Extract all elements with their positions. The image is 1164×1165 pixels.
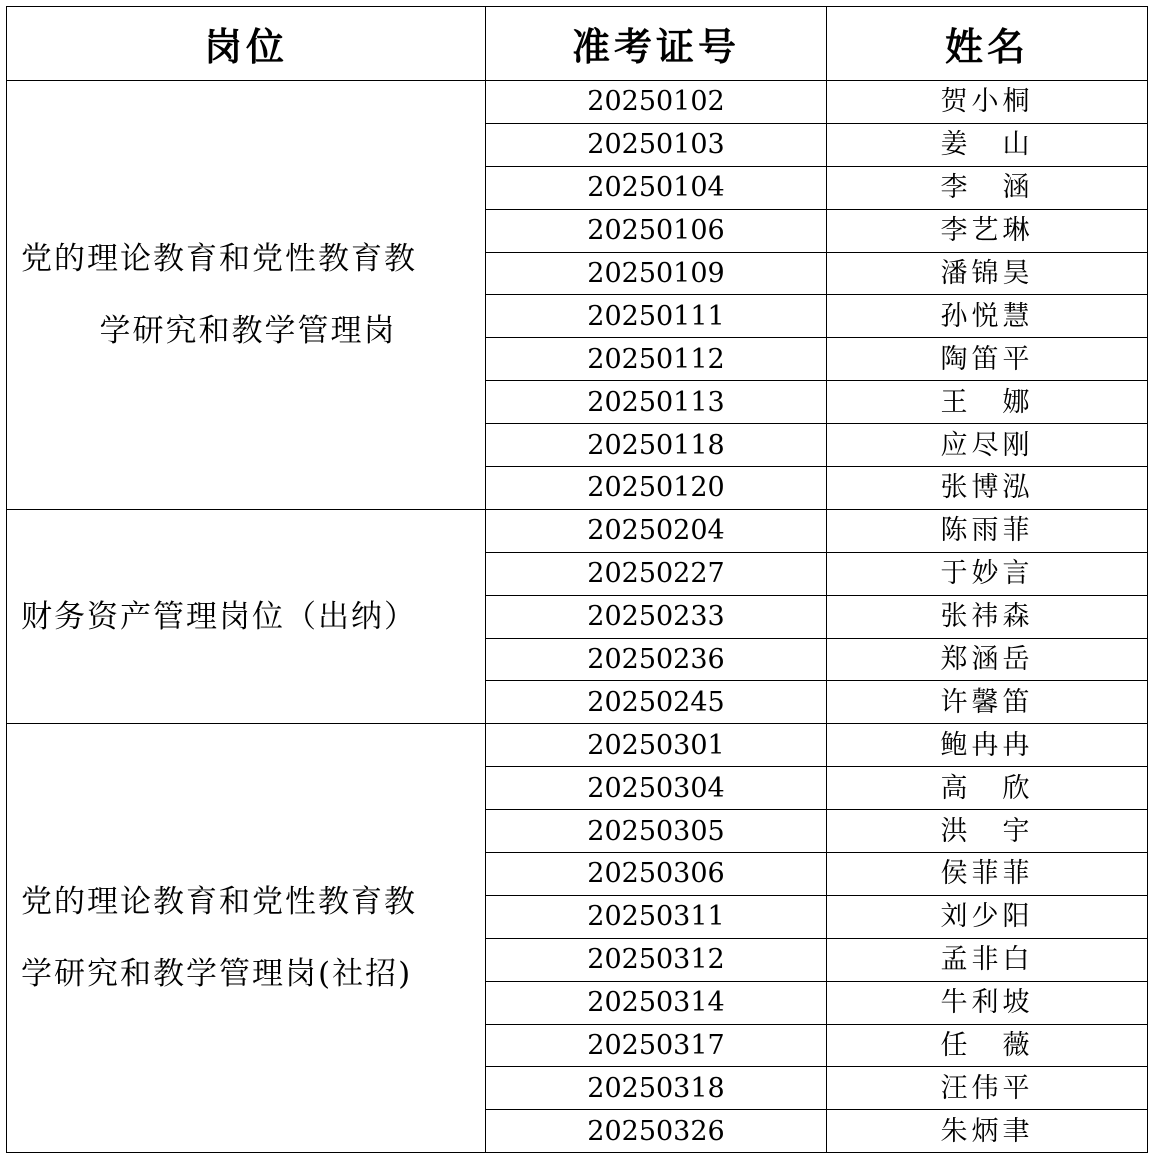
name-cell: 姜 山 (827, 123, 1148, 166)
name-cell: 侯菲菲 (827, 853, 1148, 896)
name-cell: 孙悦慧 (827, 295, 1148, 338)
exam-number-cell: 20250102 (486, 81, 827, 124)
exam-number-cell: 20250312 (486, 938, 827, 981)
exam-number-cell: 20250326 (486, 1110, 827, 1153)
exam-number-cell: 20250106 (486, 209, 827, 252)
position-cell-teaching (7, 81, 486, 510)
table-row (7, 81, 1148, 124)
candidate-table (6, 6, 1148, 1153)
header-name: 姓名 (827, 7, 1148, 81)
exam-number-cell: 20250113 (486, 381, 827, 424)
name-cell: 孟非白 (827, 938, 1148, 981)
name-cell: 李 涵 (827, 166, 1148, 209)
exam-number-cell: 20250236 (486, 638, 827, 681)
name-cell: 于妙言 (827, 552, 1148, 595)
position-line: 财务资产管理岗位（出纳） (21, 598, 417, 635)
name-cell: 高 欣 (827, 767, 1148, 810)
name-cell: 刘少阳 (827, 895, 1148, 938)
position-line: 党的理论教育和党性教育教 (21, 240, 417, 277)
name-cell: 李艺琳 (827, 209, 1148, 252)
position-line: 党的理论教育和党性教育教 (21, 884, 417, 921)
exam-number-cell: 20250109 (486, 252, 827, 295)
name-cell: 应尽刚 (827, 424, 1148, 467)
exam-number-cell: 20250111 (486, 295, 827, 338)
exam-number-cell: 20250305 (486, 810, 827, 853)
position-cell-finance (7, 509, 486, 723)
exam-number-cell: 20250227 (486, 552, 827, 595)
exam-number-cell: 20250245 (486, 681, 827, 724)
exam-number-cell: 20250120 (486, 467, 827, 510)
name-cell: 许馨笛 (827, 681, 1148, 724)
exam-number-cell: 20250112 (486, 338, 827, 381)
exam-number-cell: 20250103 (486, 123, 827, 166)
exam-number-cell: 20250311 (486, 895, 827, 938)
name-cell: 洪 宇 (827, 810, 1148, 853)
name-cell: 贺小桐 (827, 81, 1148, 124)
name-cell: 鲍冉冉 (827, 724, 1148, 767)
name-cell: 郑涵岳 (827, 638, 1148, 681)
exam-number-cell: 20250118 (486, 424, 827, 467)
name-cell: 任 薇 (827, 1024, 1148, 1067)
exam-number-cell: 20250304 (486, 767, 827, 810)
exam-number-cell: 20250104 (486, 166, 827, 209)
name-cell: 王 娜 (827, 381, 1148, 424)
header-position: 岗位 (7, 7, 486, 81)
name-cell: 汪伟平 (827, 1067, 1148, 1110)
name-cell: 陈雨菲 (827, 509, 1148, 552)
name-cell: 朱炳聿 (827, 1110, 1148, 1153)
exam-number-cell: 20250306 (486, 853, 827, 896)
name-cell: 陶笛平 (827, 338, 1148, 381)
position-cell-teaching-social (7, 724, 486, 1153)
exam-number-cell: 20250301 (486, 724, 827, 767)
header-row (7, 7, 1148, 81)
name-cell: 张祎森 (827, 595, 1148, 638)
name-cell: 张博泓 (827, 467, 1148, 510)
exam-number-cell: 20250317 (486, 1024, 827, 1067)
header-exam-number: 准考证号 (486, 7, 827, 81)
name-cell: 潘锦昊 (827, 252, 1148, 295)
exam-number-cell: 20250233 (486, 595, 827, 638)
position-line: 学研究和教学管理岗 (99, 312, 397, 349)
table-row (7, 724, 1148, 767)
exam-number-cell: 20250314 (486, 981, 827, 1024)
name-cell: 牛利坡 (827, 981, 1148, 1024)
table-row (7, 509, 1148, 552)
exam-number-cell: 20250204 (486, 509, 827, 552)
exam-number-cell: 20250318 (486, 1067, 827, 1110)
position-line: 学研究和教学管理岗(社招) (21, 956, 413, 993)
